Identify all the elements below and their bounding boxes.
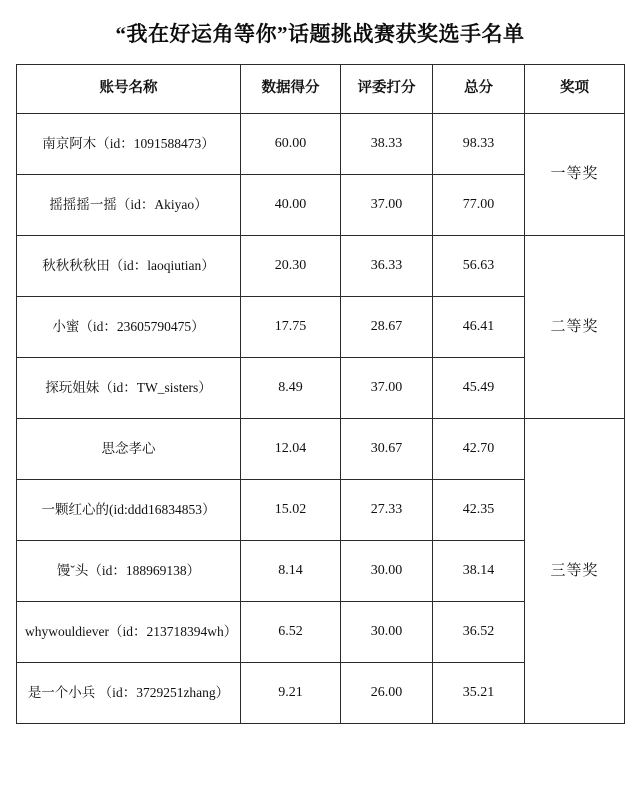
- account-name-text: 馒˘头（id：188969138）: [56, 562, 201, 578]
- cell-data-score: 20.30: [241, 236, 341, 297]
- cell-total-score: 36.52: [433, 602, 525, 663]
- cell-judge-score: 30.00: [341, 602, 433, 663]
- cell-total-score: 46.41: [433, 297, 525, 358]
- column-header-data-score: 数据得分: [241, 65, 341, 114]
- cell-judge-score: 30.00: [341, 541, 433, 602]
- table-row: [17, 114, 625, 175]
- account-name-text: 秋秋秋秋田（id：laoqiutian）: [42, 257, 215, 273]
- cell-data-score: 60.00: [241, 114, 341, 175]
- cell-total-score: 77.00: [433, 175, 525, 236]
- cell-total-score: 38.14: [433, 541, 525, 602]
- cell-judge-score: 37.00: [341, 358, 433, 419]
- cell-judge-score: 37.00: [341, 175, 433, 236]
- cell-data-score: 9.21: [241, 663, 341, 724]
- table-row: [17, 419, 625, 480]
- column-header-judge-score: 评委打分: [341, 65, 433, 114]
- cell-total-score: 56.63: [433, 236, 525, 297]
- cell-account-name: [17, 175, 241, 236]
- cell-account-name: [17, 602, 241, 663]
- cell-judge-score: 30.67: [341, 419, 433, 480]
- cell-data-score: 8.49: [241, 358, 341, 419]
- cell-total-score: 42.35: [433, 480, 525, 541]
- cell-total-score: 35.21: [433, 663, 525, 724]
- column-header-prize: 奖项: [525, 65, 625, 114]
- cell-judge-score: 28.67: [341, 297, 433, 358]
- table-header-row: [17, 65, 625, 114]
- cell-data-score: 12.04: [241, 419, 341, 480]
- cell-total-score: 45.49: [433, 358, 525, 419]
- cell-total-score: 42.70: [433, 419, 525, 480]
- account-name-text: 思念孝心: [101, 440, 156, 456]
- account-name-text: 一颗红心的(id:ddd16834853）: [41, 501, 216, 517]
- cell-prize-second: 二等奖: [525, 236, 625, 419]
- column-header-total-score: 总分: [433, 65, 525, 114]
- account-name-text: 是一个小兵 （id：3729251zhang）: [27, 684, 230, 700]
- cell-total-score: 98.33: [433, 114, 525, 175]
- cell-prize-third: 三等奖: [525, 419, 625, 724]
- cell-judge-score: 26.00: [341, 663, 433, 724]
- cell-account-name: [17, 419, 241, 480]
- account-name-text: 南京阿木（id：1091588473）: [42, 135, 215, 151]
- table-row: [17, 236, 625, 297]
- cell-data-score: 40.00: [241, 175, 341, 236]
- cell-account-name: [17, 541, 241, 602]
- cell-account-name: [17, 236, 241, 297]
- account-name-text: 摇摇摇一摇（id：Akiyao）: [49, 196, 208, 212]
- cell-data-score: 8.14: [241, 541, 341, 602]
- cell-account-name: [17, 480, 241, 541]
- column-header-account-name: 账号名称: [17, 65, 241, 114]
- cell-account-name: [17, 114, 241, 175]
- cell-data-score: 15.02: [241, 480, 341, 541]
- cell-judge-score: 27.33: [341, 480, 433, 541]
- cell-judge-score: 36.33: [341, 236, 433, 297]
- cell-data-score: 6.52: [241, 602, 341, 663]
- cell-data-score: 17.75: [241, 297, 341, 358]
- cell-prize-first: 一等奖: [525, 114, 625, 236]
- account-name-text: 小蜜（id：23605790475）: [52, 318, 205, 334]
- cell-judge-score: 38.33: [341, 114, 433, 175]
- account-name-text: whywouldiever（id：213718394wh）: [25, 623, 238, 639]
- cell-account-name: [17, 663, 241, 724]
- page-title: “我在好运角等你”话题挑战赛获奖选手名单: [115, 22, 525, 46]
- cell-account-name: [17, 297, 241, 358]
- account-name-text: 探玩姐妹（id：TW_sisters）: [45, 379, 212, 395]
- award-winners-table: [16, 64, 625, 724]
- cell-account-name: [17, 358, 241, 419]
